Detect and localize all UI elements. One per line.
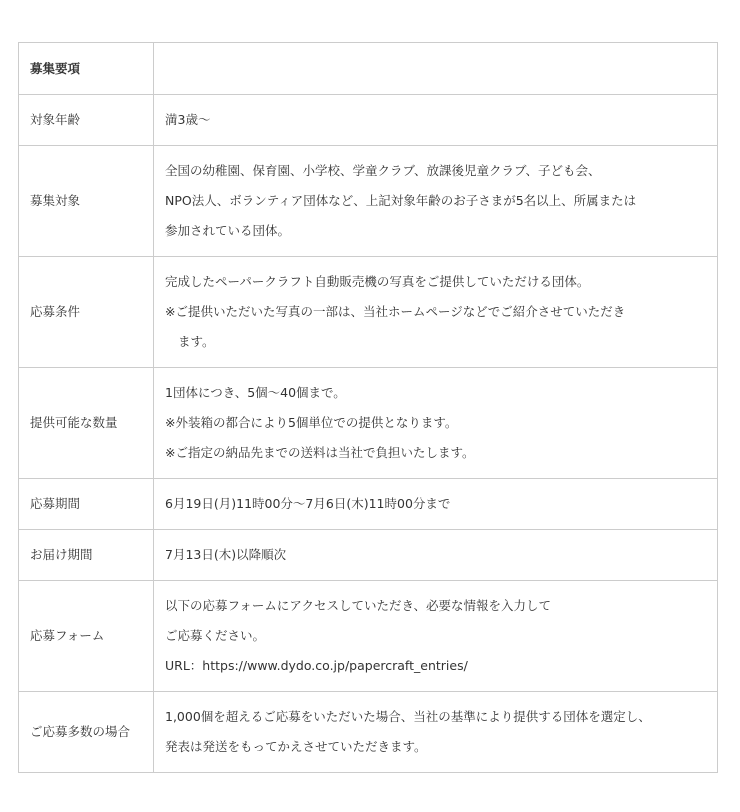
row-value-cell [154, 368, 718, 479]
application-conditions-line-3: ます。 [178, 334, 215, 349]
row-label-cell [19, 692, 154, 773]
table-header-label: 募集要項 [30, 60, 81, 76]
many-applications-line-2: 発表は発送をもってかえさせていただきます。 [165, 739, 427, 754]
row-label-cell [19, 479, 154, 530]
row-value-cell [154, 530, 718, 581]
row-value-cell [154, 692, 718, 773]
recruitment-target-line-3: 参加されている団体。 [165, 223, 291, 238]
row-value-cell [154, 146, 718, 257]
target-age-line-1: 満3歳～ [165, 112, 211, 127]
application-form-line-2: ご応募ください。 [165, 628, 266, 643]
available-quantity-line-3: ※ご指定の納品先までの送料は当社で負担いたします。 [165, 445, 475, 460]
row-label-application-conditions: 応募条件 [30, 304, 81, 319]
table-row-many-applications [19, 692, 718, 773]
table-header-value-cell [154, 43, 718, 95]
application-form-url[interactable]: URL：https://www.dydo.co.jp/papercraft_entries/ [165, 658, 468, 673]
row-label-cell [19, 530, 154, 581]
row-label-cell [19, 368, 154, 479]
table-header-row [19, 43, 718, 95]
table-row-delivery-period [19, 530, 718, 581]
table-row-available-quantity [19, 368, 718, 479]
row-value-cell [154, 95, 718, 146]
row-label-many-applications: ご応募多数の場合 [30, 724, 131, 739]
many-applications-line-1: 1,000個を超えるご応募をいただいた場合、当社の基準により提供する団体を選定し、 [165, 709, 651, 724]
row-label-application-form: 応募フォーム [30, 628, 105, 643]
available-quantity-line-1: 1団体につき、5個～40個まで。 [165, 385, 346, 400]
application-period-line-1: 6月19日(月)11時00分～7月6日(木)11時00分まで [165, 496, 451, 511]
row-label-delivery-period: お届け期間 [30, 547, 93, 562]
row-value-cell [154, 479, 718, 530]
row-label-cell [19, 581, 154, 692]
application-conditions-line-1: 完成したペーパークラフト自動販売機の写真をご提供していただける団体。 [165, 274, 590, 289]
application-conditions-line-2: ※ご提供いただいた写真の一部は、当社ホームページなどでご紹介させていただき [165, 304, 626, 319]
row-label-target-age: 対象年齢 [30, 112, 81, 127]
delivery-period-line-1: 7月13日(木)以降順次 [165, 547, 287, 562]
table-row-recruitment-target [19, 146, 718, 257]
table-header-label-cell [19, 43, 154, 95]
row-label-cell [19, 146, 154, 257]
row-label-cell [19, 95, 154, 146]
table-row-application-form [19, 581, 718, 692]
row-label-cell [19, 257, 154, 368]
row-value-cell [154, 257, 718, 368]
row-label-recruitment-target: 募集対象 [30, 193, 81, 208]
row-label-application-period: 応募期間 [30, 496, 81, 511]
available-quantity-line-2: ※外装箱の都合により5個単位での提供となります。 [165, 415, 458, 430]
application-form-line-1: 以下の応募フォームにアクセスしていただき、必要な情報を入力して [165, 598, 552, 613]
recruitment-target-line-2: NPO法人、ボランティア団体など、上記対象年齢のお子さまが5名以上、所属または [165, 193, 637, 208]
recruitment-requirements-table [18, 42, 718, 773]
table-row-application-conditions [19, 257, 718, 368]
table-row-application-period [19, 479, 718, 530]
recruitment-target-line-1: 全国の幼稚園、保育園、小学校、学童クラブ、放課後児童クラブ、子ども会、 [165, 163, 601, 178]
row-label-available-quantity: 提供可能な数量 [30, 415, 118, 430]
row-value-cell [154, 581, 718, 692]
table-row-target-age [19, 95, 718, 146]
